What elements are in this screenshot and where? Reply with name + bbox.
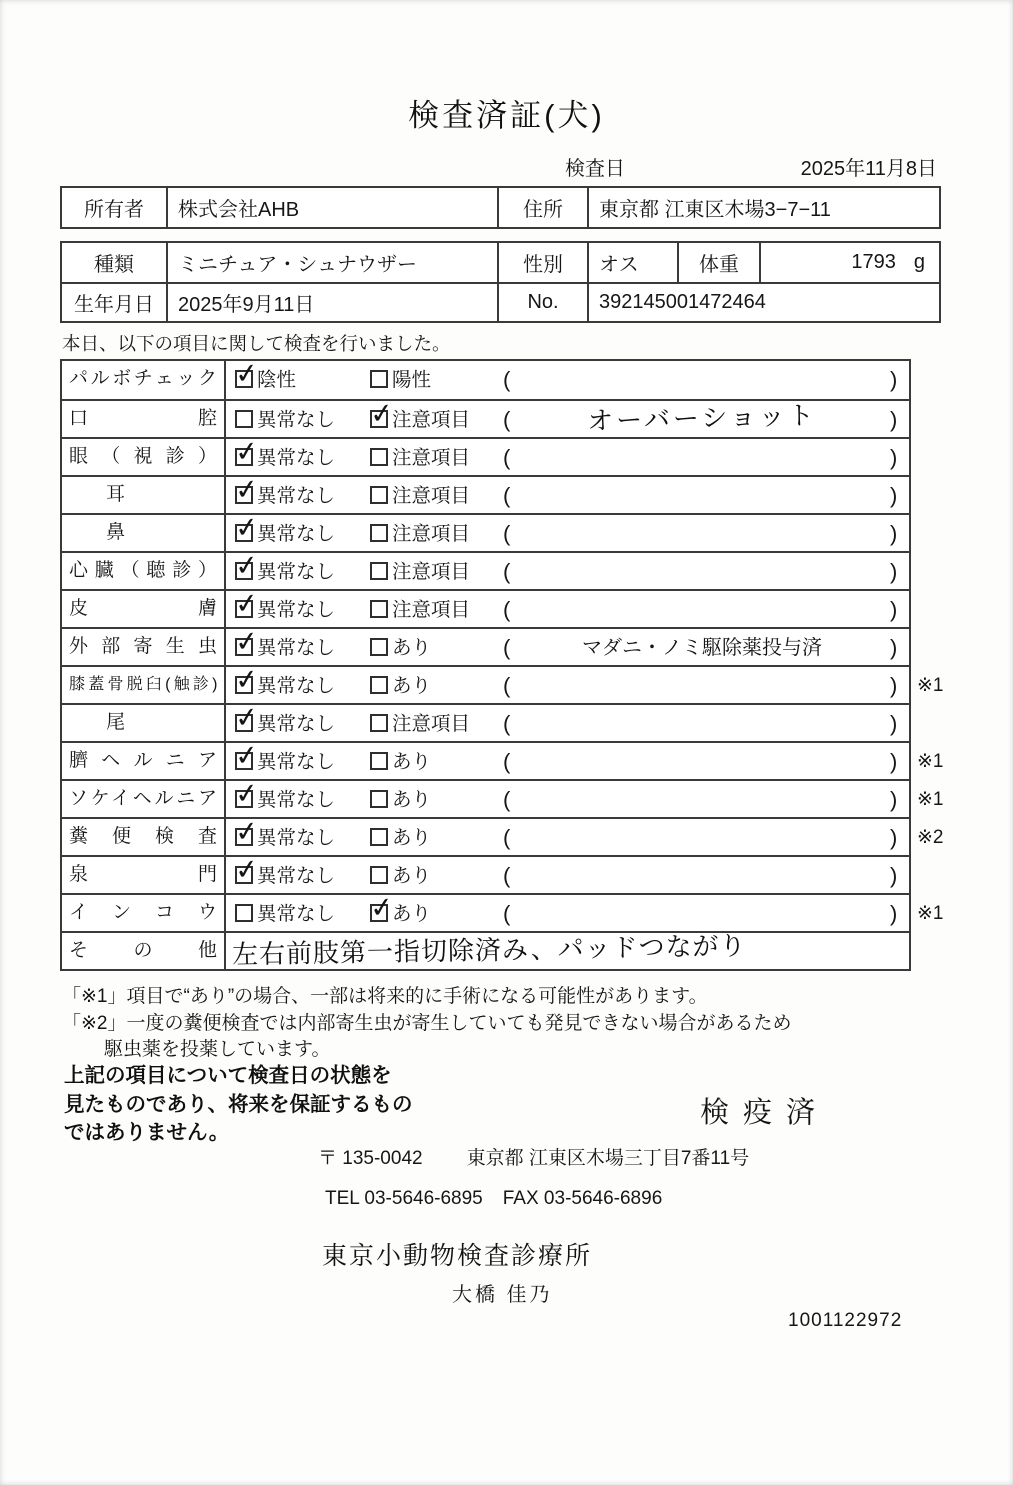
breed-label: 種類 <box>94 254 134 276</box>
checkbox <box>233 700 260 735</box>
sex-value: オス <box>587 243 677 282</box>
clinic-address-row <box>318 1143 749 1170</box>
checkbox <box>233 472 260 507</box>
option-label: 注意項目 <box>392 447 471 469</box>
check-mark-icon: ✓ <box>233 586 260 621</box>
checkbox <box>370 638 388 656</box>
breed-value: ミニチュア・シュナウザー <box>166 243 497 282</box>
checkbox <box>233 624 260 659</box>
row-mark: ※1 <box>917 675 944 696</box>
row-label: 口腔 <box>62 401 226 437</box>
paren-close: ) <box>890 863 898 888</box>
checkbox <box>235 410 253 428</box>
option-label: 注意項目 <box>392 523 471 545</box>
check-mark-icon: ✓ <box>233 434 260 469</box>
inspection-date-value: 2025年11月8日 <box>800 158 937 180</box>
row-mark: ※1 <box>917 903 944 924</box>
check-mark-icon: ✓ <box>233 738 260 773</box>
checkbox <box>235 904 253 922</box>
serial-number: 1001122972 <box>788 1310 903 1331</box>
option-label: あり <box>392 637 432 659</box>
footnote-2: 「※2」一度の糞便検査では内部寄生虫が寄生していても発見できない場合があるため <box>62 1012 792 1034</box>
no-label: No. <box>497 284 587 321</box>
checkbox <box>370 448 388 466</box>
row-label: 糞便検査 <box>62 819 226 855</box>
checklist-row <box>62 662 944 703</box>
row-label: 泉門 <box>62 857 226 893</box>
paren-open: ( <box>503 901 511 926</box>
paren-close: ) <box>890 825 898 850</box>
disclaimer-statement <box>64 1062 413 1148</box>
weight-value <box>759 243 939 282</box>
row-label: 心臓（聴診） <box>62 553 226 589</box>
row-label: その他 <box>62 933 226 969</box>
checkbox <box>370 676 388 694</box>
option-label: 注意項目 <box>392 485 471 507</box>
checklist-row <box>62 814 944 855</box>
option-label: 異常なし <box>257 903 336 925</box>
weight-unit: g <box>913 251 925 273</box>
checkbox <box>233 548 260 583</box>
paren-open: ( <box>503 367 511 392</box>
checkbox <box>370 828 388 846</box>
option-label: あり <box>392 827 432 849</box>
checkbox <box>370 600 388 618</box>
paren-close: ) <box>890 445 898 470</box>
paren-open: ( <box>503 559 511 584</box>
paren-close: ) <box>890 749 898 774</box>
paren-close: ) <box>890 597 898 622</box>
paren-close: ) <box>890 483 898 508</box>
option-label: 異常なし <box>257 675 336 697</box>
disclaimer-line: 見たものであり、将来を保証するもの <box>64 1092 413 1116</box>
weight-number: 1793 <box>851 251 896 273</box>
checkbox <box>370 562 388 580</box>
row-label: 眼（視診） <box>62 439 226 475</box>
option-label: 異常なし <box>257 523 336 545</box>
paren-close: ) <box>890 367 898 392</box>
checklist-row <box>62 852 909 893</box>
postal-code: 〒 135-0042 <box>318 1148 423 1169</box>
checkbox <box>233 586 260 621</box>
paren-open: ( <box>503 673 511 698</box>
row-mark: ※1 <box>917 751 944 772</box>
row-label: 皮膚 <box>62 591 226 627</box>
intro-text: 本日、以下の項目に関して検査を行いました。 <box>62 333 451 354</box>
checklist-row <box>62 738 944 779</box>
row-label: ソケイヘルニア <box>62 781 226 817</box>
option-label: あり <box>392 751 432 773</box>
checkbox <box>370 524 388 542</box>
checkbox <box>370 790 388 808</box>
weight-label: 体重 <box>677 243 759 282</box>
option-label: 注意項目 <box>392 409 471 431</box>
check-mark-icon: ✓ <box>233 356 260 391</box>
checkbox <box>370 752 388 770</box>
owner-value: 株式会社AHB <box>166 188 497 227</box>
option-label: 異常なし <box>257 865 336 887</box>
birthdate-value: 2025年9月11日 <box>166 284 497 321</box>
row-label: 臍ヘルニア <box>62 743 226 779</box>
paren-open: ( <box>503 635 511 660</box>
paren-close: ) <box>890 635 898 660</box>
disclaimer-line: ではありません。 <box>64 1121 230 1144</box>
other-note-handwritten: 左右前肢第一指切除済み、パッドつながり <box>231 930 747 970</box>
no-value: 392145001472464 <box>587 284 939 321</box>
checkbox <box>370 866 388 884</box>
fax-number: FAX 03-5646-6896 <box>502 1188 663 1209</box>
inspector-name: 大橋 佳乃 <box>452 1284 553 1306</box>
inspection-date-label: 検査日 <box>565 158 625 180</box>
check-mark-icon: ✓ <box>368 396 395 431</box>
check-mark-icon: ✓ <box>233 510 260 545</box>
checkbox <box>233 852 260 887</box>
owner-table <box>60 186 941 229</box>
paren-open: ( <box>503 521 511 546</box>
paren-close: ) <box>890 901 898 926</box>
checkbox <box>233 356 260 391</box>
row-label: 外部寄生虫 <box>62 629 226 665</box>
option-label: 異常なし <box>257 713 336 735</box>
row-label: パルボチェック <box>62 361 226 399</box>
check-mark-icon: ✓ <box>233 776 260 811</box>
check-mark-icon: ✓ <box>233 472 260 507</box>
paren-open: ( <box>503 863 511 888</box>
option-label: 異常なし <box>257 485 336 507</box>
footnote-1: 「※1」項目で“あり”の場合、一部は将来的に手術になる可能性があります。 <box>62 986 708 1007</box>
row-mark: ※1 <box>917 789 944 810</box>
checkbox <box>233 814 260 849</box>
checkbox <box>233 510 260 545</box>
checkbox <box>370 370 388 388</box>
checklist-row <box>62 434 909 475</box>
checkbox <box>233 738 260 773</box>
checkbox <box>370 486 388 504</box>
tel-number: TEL 03-5646-6895 <box>325 1188 483 1209</box>
row-label: 尾 <box>62 705 226 741</box>
checklist-row <box>62 890 944 931</box>
page-title: 検査済証(犬) <box>408 98 605 133</box>
checklist-row <box>62 472 909 513</box>
clinic-address: 東京都 江東区木場三丁目7番11号 <box>466 1148 750 1169</box>
footnote-2-continued: 駆虫薬を投薬しています。 <box>104 1039 331 1060</box>
paren-close: ) <box>890 787 898 812</box>
address-value: 東京都 江東区木場3−7−11 <box>587 188 939 227</box>
row-label: 膝蓋骨脱臼(触診) <box>62 667 226 703</box>
paren-close: ) <box>890 559 898 584</box>
inspection-date-row <box>565 152 937 181</box>
check-mark-icon: ✓ <box>233 814 260 849</box>
row-label: 耳 <box>62 477 226 513</box>
checklist-row <box>62 624 909 665</box>
option-label: 異常なし <box>257 561 336 583</box>
checkbox <box>368 890 395 925</box>
paren-open: ( <box>503 749 511 774</box>
option-label: 異常なし <box>257 599 336 621</box>
checklist-row <box>62 356 909 399</box>
option-label: あり <box>392 865 432 887</box>
paren-close: ) <box>890 407 898 432</box>
option-label: 陰性 <box>257 369 297 391</box>
paren-close: ) <box>890 711 898 736</box>
paren-close: ) <box>890 521 898 546</box>
row-note-handwritten: オーバーショット <box>586 399 818 437</box>
row-note: マダニ・ノミ駆除薬投与済 <box>582 637 822 659</box>
checkbox <box>233 776 260 811</box>
check-mark-icon: ✓ <box>233 548 260 583</box>
checkbox <box>233 434 260 469</box>
birthdate-label: 生年月日 <box>74 294 154 316</box>
disclaimer-line: 上記の項目について検査日の状態を <box>64 1064 392 1087</box>
clinic-name: 東京小動物検査診療所 <box>322 1242 593 1270</box>
checklist-row <box>62 776 944 817</box>
paren-open: ( <box>503 407 511 432</box>
inspection-checklist <box>60 356 944 971</box>
checkbox <box>233 662 260 697</box>
paren-open: ( <box>503 445 511 470</box>
option-label: 異常なし <box>257 827 336 849</box>
checklist-row <box>62 510 909 551</box>
row-label: インコウ <box>62 895 226 931</box>
option-label: 異常なし <box>257 751 336 773</box>
option-label: 注意項目 <box>392 713 471 735</box>
paren-open: ( <box>503 825 511 850</box>
paren-open: ( <box>503 483 511 508</box>
paren-open: ( <box>503 787 511 812</box>
check-mark-icon: ✓ <box>233 624 260 659</box>
option-label: 異常なし <box>257 637 336 659</box>
option-label: あり <box>392 903 432 925</box>
checklist-row <box>62 700 909 741</box>
footnotes <box>62 984 792 1064</box>
checklist-row <box>62 586 909 627</box>
row-label: 鼻 <box>62 515 226 551</box>
option-label: あり <box>392 789 432 811</box>
checklist-row <box>62 396 909 437</box>
sex-label: 性別 <box>497 243 587 282</box>
owner-label: 所有者 <box>84 199 144 221</box>
check-mark-icon: ✓ <box>368 890 395 925</box>
option-label: 注意項目 <box>392 599 471 621</box>
paren-close: ) <box>890 673 898 698</box>
option-label: 異常なし <box>257 789 336 811</box>
check-mark-icon: ✓ <box>233 852 260 887</box>
option-label: 注意項目 <box>392 561 471 583</box>
row-mark: ※2 <box>917 827 944 848</box>
option-label: あり <box>392 675 432 697</box>
tel-fax-row <box>325 1188 662 1210</box>
dog-info-table <box>60 241 941 323</box>
option-label: 異常なし <box>257 409 336 431</box>
check-mark-icon: ✓ <box>233 662 260 697</box>
checkbox <box>368 396 395 431</box>
checkbox <box>370 714 388 732</box>
address-label: 住所 <box>497 188 587 227</box>
paren-open: ( <box>503 711 511 736</box>
option-label: 陽性 <box>392 369 432 391</box>
option-label: 異常なし <box>257 447 336 469</box>
checklist-row <box>62 548 909 589</box>
paren-open: ( <box>503 597 511 622</box>
checklist-row-other <box>62 931 909 969</box>
check-mark-icon: ✓ <box>233 700 260 735</box>
quarantine-stamp: 検疫済 <box>700 1097 830 1129</box>
